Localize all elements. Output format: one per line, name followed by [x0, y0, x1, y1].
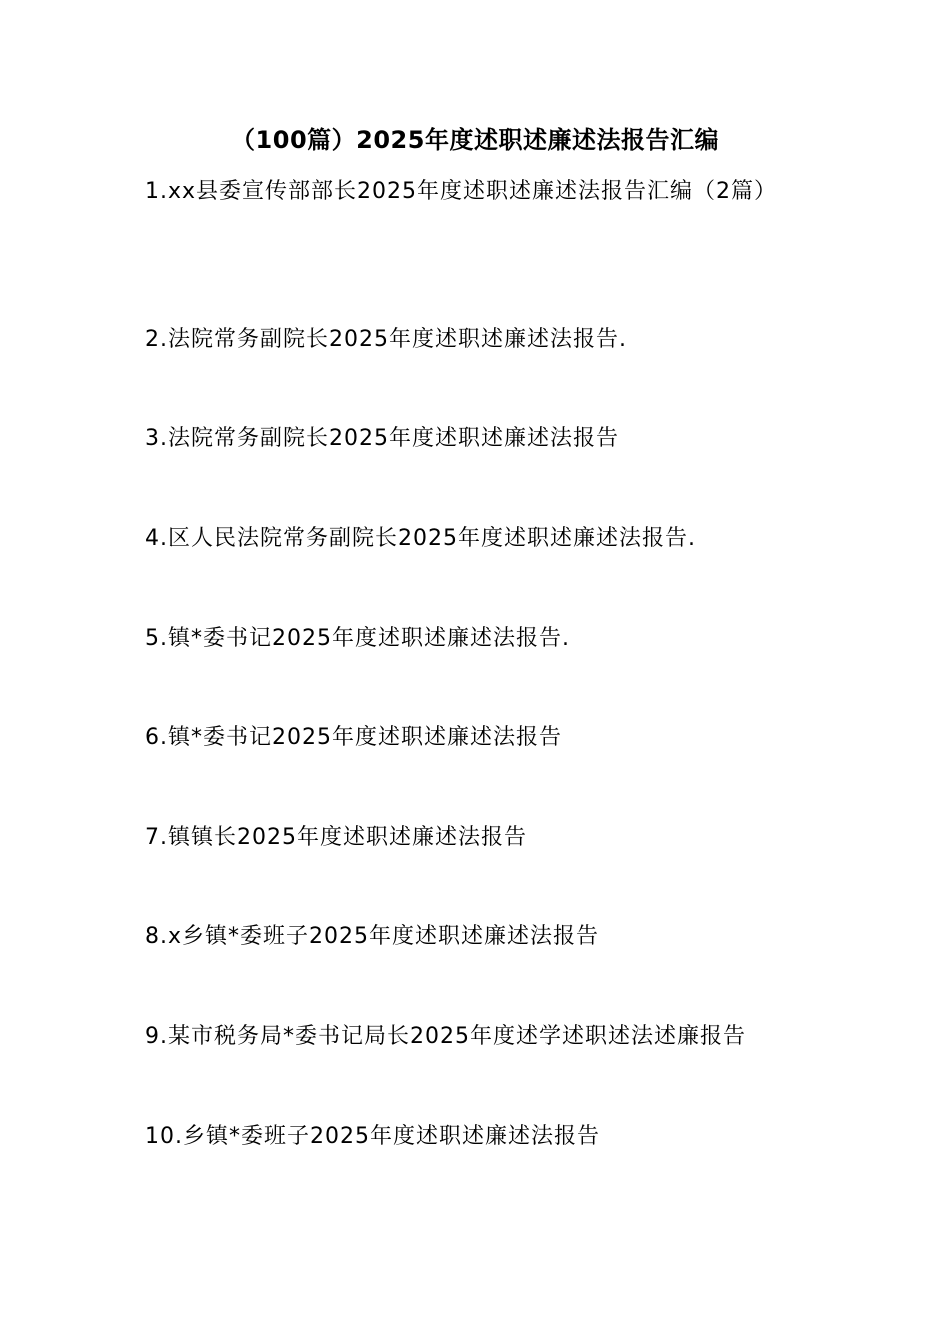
- toc-entry-3: 3.法院常务副院长2025年度述职述廉述法报告: [145, 426, 619, 451]
- toc-entry-1: 1.xx县委宣传部部长2025年度述职述廉述法报告汇编（2篇）: [145, 179, 778, 204]
- toc-entry-9: 9.某市税务局*委书记局长2025年度述学述职述法述廉报告: [145, 1024, 746, 1049]
- toc-entry-4: 4.区人民法院常务副院长2025年度述职述廉述法报告.: [145, 526, 696, 551]
- toc-entry-8: 8.x乡镇*委班子2025年度述职述廉述法报告: [145, 924, 599, 949]
- toc-entry-6: 6.镇*委书记2025年度述职述廉述法报告: [145, 725, 562, 750]
- toc-entry-10: 10.乡镇*委班子2025年度述职述廉述法报告: [145, 1124, 600, 1149]
- toc-entry-2: 2.法院常务副院长2025年度述职述廉述法报告.: [145, 327, 627, 352]
- toc-entry-7: 7.镇镇长2025年度述职述廉述法报告: [145, 825, 527, 850]
- document-title: （100篇）2025年度述职述廉述法报告汇编: [231, 126, 719, 154]
- toc-entry-5: 5.镇*委书记2025年度述职述廉述法报告.: [145, 626, 570, 651]
